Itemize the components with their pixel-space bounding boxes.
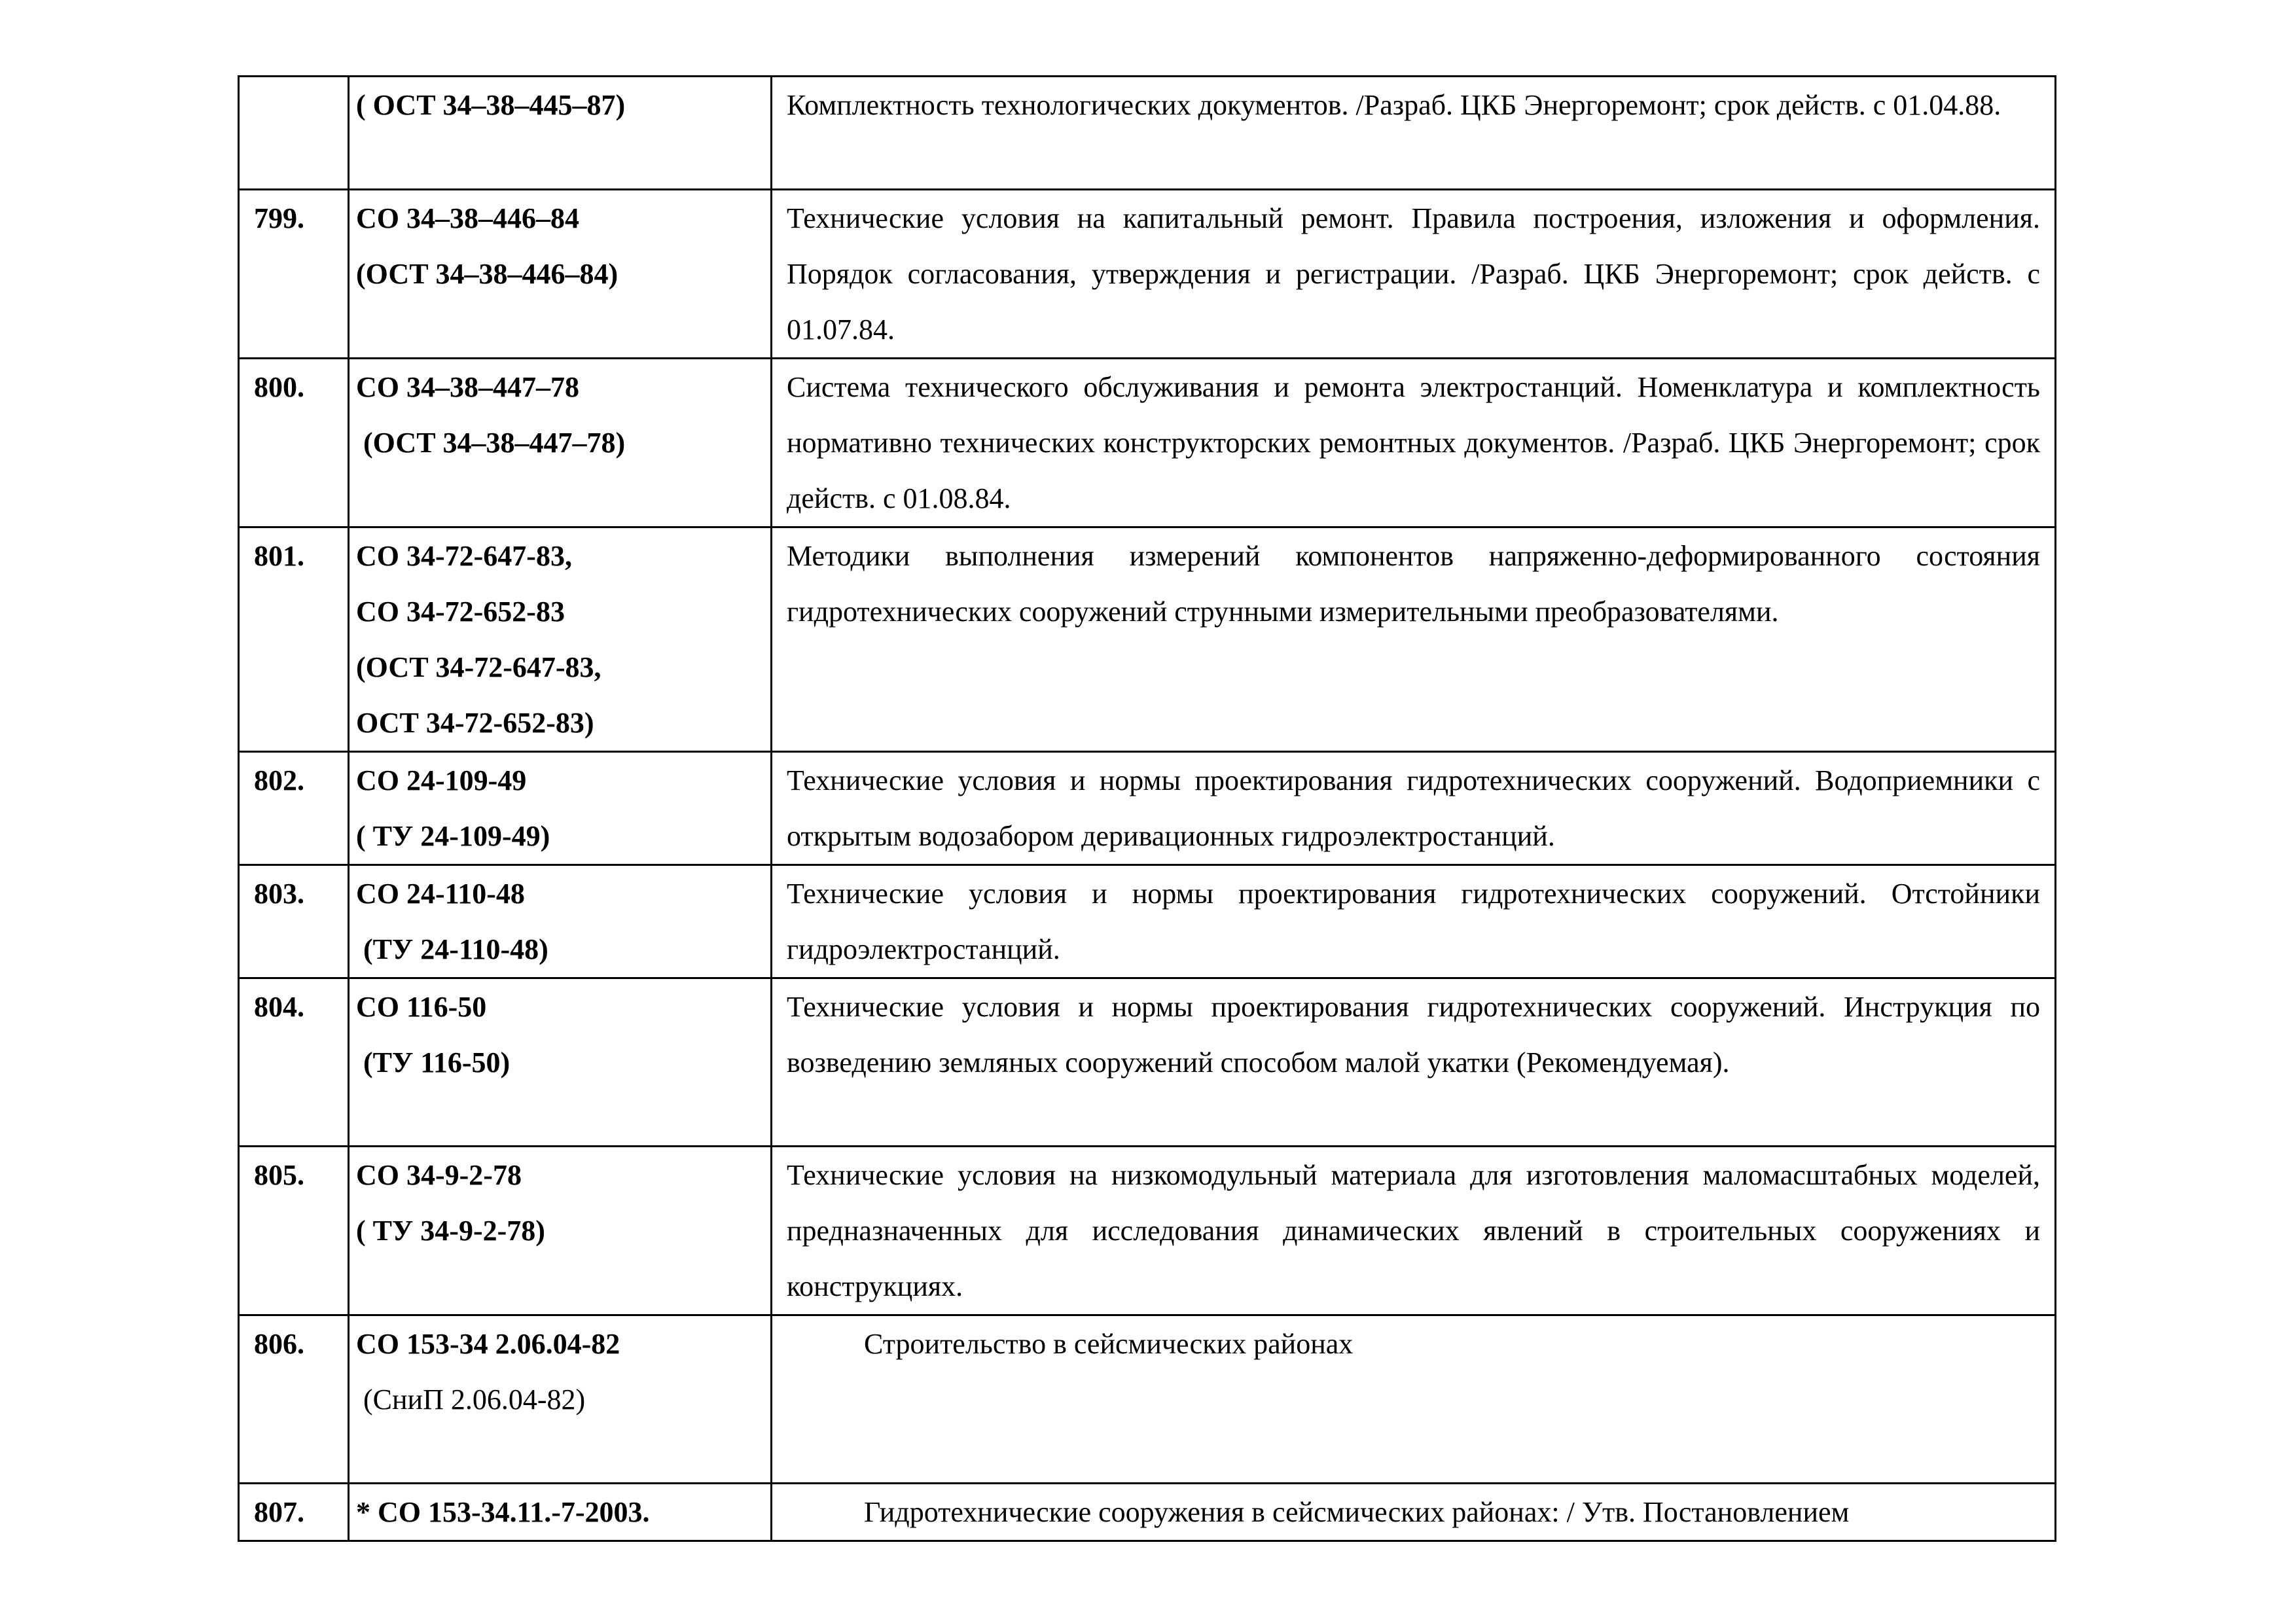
- standards-registry-table: [238, 75, 2056, 1542]
- row-number: 803.: [239, 865, 349, 978]
- row-description: [772, 1147, 2056, 1315]
- row-number: 802.: [239, 752, 349, 865]
- row-number: 807.: [239, 1484, 349, 1541]
- description-text: Строительство в сейсмических районах: [864, 1328, 1354, 1360]
- row-number: 800.: [239, 359, 349, 527]
- standard-code: (ТУ 24-110-48): [356, 933, 548, 965]
- standard-code: ( ТУ 24-109-49): [356, 820, 550, 852]
- table-row: [239, 190, 2056, 359]
- row-description: [772, 527, 2056, 752]
- description-text: Технические условия и нормы проектирования гидротехнических сооружений. Отстойники гидроэлектростанций.: [787, 878, 2040, 965]
- standard-code: СО 153-34 2.06.04-82: [356, 1328, 620, 1360]
- description-text: Технические условия на капитальный ремонт. Правила построения, изложения и оформления. Порядок согласования, утверждения и регистрации. /Разраб. ЦКБ Энергоремонт; срок действ. с 01.07.84.: [787, 202, 2040, 346]
- description-text: Методики выполнения измерений компонентов напряженно-деформированного состояния гидротехнических сооружений струнными измерительными преобразователями.: [787, 540, 2040, 628]
- standard-code: (ОСТ 34-72-647-83,: [356, 651, 601, 683]
- row-number: [239, 77, 349, 190]
- description-text: Технические условия на низкомодульный материала для изготовления маломасштабных моделей, предназначенных для исследования динамических явлений в строительных сооружениях и конструкциях.: [787, 1159, 2040, 1302]
- standard-code: ( ОСТ 34–38–445–87): [356, 89, 626, 121]
- row-number: 804.: [239, 978, 349, 1147]
- row-codes: [349, 1315, 772, 1484]
- row-codes: [349, 865, 772, 978]
- standard-code: СО 34-72-647-83,: [356, 540, 572, 572]
- table-row: [239, 1315, 2056, 1484]
- row-number: 806.: [239, 1315, 349, 1484]
- standard-code: ОСТ 34-72-652-83): [356, 707, 594, 739]
- standard-code: СО 24-109-49: [356, 764, 527, 796]
- standard-code: СО 34–38–447–78: [356, 371, 579, 403]
- row-description: [772, 752, 2056, 865]
- table-row: [239, 1484, 2056, 1541]
- row-codes: [349, 77, 772, 190]
- row-codes: [349, 978, 772, 1147]
- row-codes: [349, 1484, 772, 1541]
- standard-code: СО 34-9-2-78: [356, 1159, 522, 1191]
- description-text: Система технического обслуживания и ремонта электростанций. Номенклатура и комплектность нормативно технических конструкторских ремонтных документов. /Разраб. ЦКБ Энергоремонт; срок действ. с 01.08.84.: [787, 371, 2040, 514]
- description-text: Технические условия и нормы проектирования гидротехнических сооружений. Водоприемники с открытым водозабором деривационных гидроэлектростанций.: [787, 764, 2040, 852]
- standard-code-note: (СниП 2.06.04-82): [356, 1383, 586, 1416]
- standard-code: СО 24-110-48: [356, 878, 525, 910]
- standard-code: (ОСТ 34–38–447–78): [356, 427, 626, 459]
- standard-code: (ТУ 116-50): [356, 1046, 511, 1079]
- row-description: [772, 865, 2056, 978]
- row-codes: [349, 527, 772, 752]
- row-description: [772, 359, 2056, 527]
- row-codes: [349, 359, 772, 527]
- row-codes: [349, 752, 772, 865]
- table-row: [239, 359, 2056, 527]
- row-description: [772, 1315, 2056, 1484]
- description-text: Гидротехнические сооружения в сейсмических районах: / Утв. Постановлением: [864, 1496, 1850, 1528]
- row-codes: [349, 1147, 772, 1315]
- row-description: [772, 77, 2056, 190]
- row-number: 799.: [239, 190, 349, 359]
- standard-code: СО 34–38–446–84: [356, 202, 579, 234]
- row-number: 801.: [239, 527, 349, 752]
- table-row: [239, 865, 2056, 978]
- row-description: [772, 1484, 2056, 1541]
- table-row: [239, 752, 2056, 865]
- table-row: [239, 77, 2056, 190]
- row-description: [772, 978, 2056, 1147]
- standard-code: (ОСТ 34–38–446–84): [356, 258, 619, 290]
- row-codes: [349, 190, 772, 359]
- table-row: [239, 978, 2056, 1147]
- standard-code: * СО 153-34.11.-7-2003.: [356, 1496, 650, 1528]
- description-text: Технические условия и нормы проектирования гидротехнических сооружений. Инструкция по возведению земляных сооружений способом малой укатки (Рекомендуемая).: [787, 991, 2040, 1079]
- row-description: [772, 190, 2056, 359]
- standard-code: ( ТУ 34-9-2-78): [356, 1215, 545, 1247]
- description-text: Комплектность технологических документов. /Разраб. ЦКБ Энергоремонт; срок действ. с 01.04.88.: [787, 89, 2001, 121]
- standard-code: СО 34-72-652-83: [356, 596, 565, 628]
- table-row: [239, 527, 2056, 752]
- table-row: [239, 1147, 2056, 1315]
- standard-code: СО 116-50: [356, 991, 487, 1023]
- row-number: 805.: [239, 1147, 349, 1315]
